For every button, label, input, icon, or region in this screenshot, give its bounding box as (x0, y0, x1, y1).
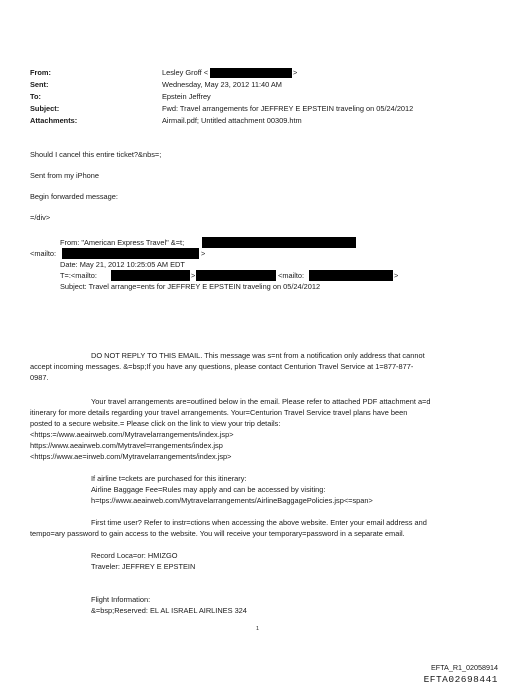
fwd-mailto: <mailto: (30, 249, 57, 258)
sent-label: Sent: (30, 80, 49, 89)
fwd-from: From: "American Express Travel" &=t; (60, 238, 185, 247)
first-line-1: First time user? Refer to instr=ctions when accessing the above website. Enter your email address and (91, 518, 427, 527)
airline-line-2: Airline Baggage Fee=Rules may apply and can be accessed by visiting: (91, 485, 326, 494)
redaction-bar (111, 270, 190, 281)
fwd-mailto-tail: > (201, 249, 206, 258)
redaction-bar (210, 68, 292, 78)
fwd-to-prefix: T=:<mailto: (60, 271, 97, 280)
sent-value: Wednesday, May 23, 2012 11:40 AM (162, 80, 282, 89)
travel-line-2: itinerary for more details regarding your travel arrangements. Your=Centurion Travel Service travel plans have been (30, 408, 408, 417)
donot-line-1: DO NOT REPLY TO THIS EMAIL. This message was s=nt from a notification only address that cannot (91, 351, 425, 360)
attachments-label: Attachments: (30, 116, 78, 125)
efta-id-small: EFTA_R1_02058914 (431, 663, 498, 672)
from-label: From: (30, 68, 51, 77)
traveler: Traveler: JEFFREY E EPSTEIN (91, 562, 196, 571)
airline-line-1: If airline t=ckets are purchased for this itinerary: (91, 474, 247, 483)
airline-line-3: h=tps://www.aeairweb.com/Mytravelarrangements/AirlineBaggagePolicies.jsp<=span> (91, 496, 373, 505)
travel-link-1: <https:=/www.aeairweb.com/Mytravelarrangements/index.jsp> (30, 430, 234, 439)
to-label: To: (30, 92, 41, 101)
fwd-subject: Subject: Travel arrange=ents for JEFFREY E EPSTEIN traveling on 05/24/2012 (60, 282, 321, 291)
redaction-bar (202, 237, 356, 248)
redaction-bar (309, 270, 393, 281)
from-value: Lesley Groff < (162, 68, 209, 77)
first-line-2: tempo=ary password to gain access to the website. You will receive your temporary=password in a separate email. (30, 529, 405, 538)
travel-line-1: Your travel arrangements are=outlined below in the email. Please refer to attached PDF attachment a=d (91, 397, 431, 406)
body-line-cancel: Should I cancel this entire ticket?&nbs=; (30, 150, 162, 159)
travel-link-3: <https://www.ae=irweb.com/Mytravelarrangements/index.jsp> (30, 452, 232, 461)
from-tail: > (293, 68, 298, 77)
fwd-to-tail: > (394, 271, 399, 280)
travel-line-3: posted to a secure website.= Please click on the link to view your trip details: (30, 419, 281, 428)
efta-id-large: EFTA02698441 (423, 674, 498, 685)
flight-reserved: &=bsp;Reserved: EL AL ISRAEL AIRLINES 324 (91, 606, 247, 615)
donot-line-3: 0987. (30, 373, 49, 382)
fwd-date: Date: May 21, 2012 10:25:05 AM EDT (60, 260, 185, 269)
subject-value: Fwd: Travel arrangements for JEFFREY E EPSTEIN traveling on 05/24/2012 (162, 104, 414, 113)
fwd-to-mid: <mailto: (278, 271, 305, 280)
redaction-bar (62, 248, 199, 259)
travel-link-2: https://www.aeairweb.com/Mytravel=rrangements/index.jsp (30, 441, 223, 450)
page-number: 1 (256, 626, 260, 632)
subject-label: Subject: (30, 104, 60, 113)
body-line-forwarded: Begin forwarded message: (30, 192, 118, 201)
donot-line-2: accept incoming messages. &=bsp;If you have any questions, please contact Centurion Travel Service at 1=877-877- (30, 362, 414, 371)
fwd-to-gt: > (191, 271, 196, 280)
record-locator: Record Loca=or: HMIZGO (91, 551, 178, 560)
attachments-value: Airmail.pdf; Untitled attachment 00309.htm (162, 116, 302, 125)
flight-info: Flight Information: (91, 595, 151, 604)
redaction-bar (196, 270, 276, 281)
to-value: Epstein Jeffrey (162, 92, 211, 101)
body-line-iphone: Sent from my iPhone (30, 171, 100, 180)
body-line-div: =/div> (30, 213, 51, 222)
